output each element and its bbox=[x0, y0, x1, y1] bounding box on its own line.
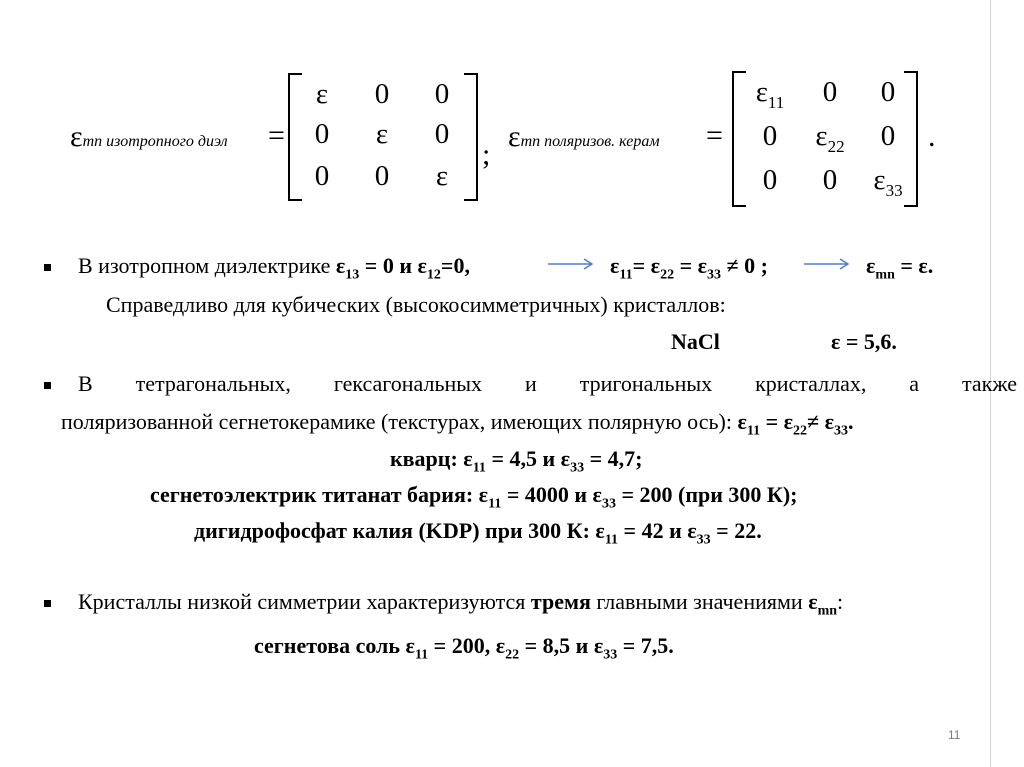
matrix-cell: $\varepsilon_{11}$ bbox=[755, 76, 785, 112]
matrix-cell: ε bbox=[315, 78, 329, 110]
eps-right-label: εmn поляризов. керам bbox=[508, 120, 660, 153]
bullet-1-equality: $\varepsilon_{11}= \varepsilon_{22} = \varepsilon_{33} \ne 0$ ; bbox=[610, 253, 768, 283]
matrix-cell: 0 bbox=[762, 164, 778, 196]
bullet-1-result: $\varepsilon_{mn} = \varepsilon$. bbox=[866, 253, 934, 283]
bullet-1 bbox=[44, 264, 51, 271]
nacl-value: ε = 5,6. bbox=[831, 329, 897, 354]
kdp-line: дигидрофосфат калия (KDP) при 300 К: $\varepsilon_{11} = 42$ и $\varepsilon_{33} = 22$. bbox=[194, 518, 762, 548]
arrow-icon bbox=[804, 258, 852, 270]
matrix-cell: 0 bbox=[314, 118, 330, 150]
matrix-cell: 0 bbox=[374, 160, 390, 192]
bullet-2-line-1: В тетрагональных, гексагональных и тригональных кристаллах, а также bbox=[78, 371, 1017, 396]
eps-left-label: εmn изотропного диэл bbox=[70, 120, 228, 153]
bullet-1-text: В изотропном диэлектрике $\varepsilon_{13} = 0$ и $\varepsilon_{12}=0$, bbox=[78, 253, 470, 283]
matrix-cell: 0 bbox=[822, 164, 838, 196]
arrow-icon bbox=[548, 258, 596, 270]
barium-titanate-line: сегнетоэлектрик титанат бария: $\varepsilon_{11} = 4000$ и $\varepsilon_{33} = 200$ (при 300 К); bbox=[150, 482, 798, 512]
matrix-cell: 0 bbox=[434, 118, 450, 150]
page-number: 11 bbox=[948, 728, 961, 742]
matrix-cell: ε bbox=[435, 160, 449, 192]
nacl-label: NaCl bbox=[671, 329, 720, 354]
quartz-line: кварц: $\varepsilon_{11} = 4,5$ и $\varepsilon_{33} = 4,7$; bbox=[390, 446, 643, 476]
matrix-left-bracket-close bbox=[464, 73, 478, 201]
matrix-right-bracket-open bbox=[732, 71, 746, 207]
bullet-2-line-2: поляризованной сегнетокерамике (текстурах, имеющих полярную ось): $\varepsilon_{11} = \varepsilon_{22}\ne \varepsilon_{33}$. bbox=[61, 409, 854, 439]
matrix-cell: $\varepsilon_{22}$ bbox=[815, 120, 845, 156]
equals-sign-left: = bbox=[268, 119, 285, 152]
matrix-cell: 0 bbox=[762, 120, 778, 152]
end-dot: . bbox=[928, 120, 936, 153]
bullet-3-text: Кристаллы низкой симметрии характеризуются тремя главными значениями $\varepsilon_{mn}$: bbox=[78, 589, 844, 619]
matrix-cell: 0 bbox=[880, 120, 896, 152]
equals-sign-right: = bbox=[706, 119, 723, 152]
separator: ; bbox=[482, 138, 491, 171]
bullet-3 bbox=[44, 600, 51, 607]
matrix-cell: 0 bbox=[314, 160, 330, 192]
matrix-cell: 0 bbox=[822, 76, 838, 108]
bullet-2 bbox=[44, 382, 51, 389]
cubic-note: Справедливо для кубических (высокосимметричных) кристаллов: bbox=[106, 292, 726, 317]
rochelle-salt-line: сегнетова соль $\varepsilon_{11} = 200$, $\varepsilon_{22} = 8,5$ и $\varepsilon_{33} = 7,5$. bbox=[254, 633, 674, 663]
matrix-left-bracket-open bbox=[288, 73, 302, 201]
matrix-cell: 0 bbox=[434, 78, 450, 110]
matrix-cell: 0 bbox=[880, 76, 896, 108]
matrix-cell: $\varepsilon_{33}$ bbox=[873, 164, 903, 200]
matrix-cell: 0 bbox=[374, 78, 390, 110]
matrix-cell: ε bbox=[375, 118, 389, 150]
